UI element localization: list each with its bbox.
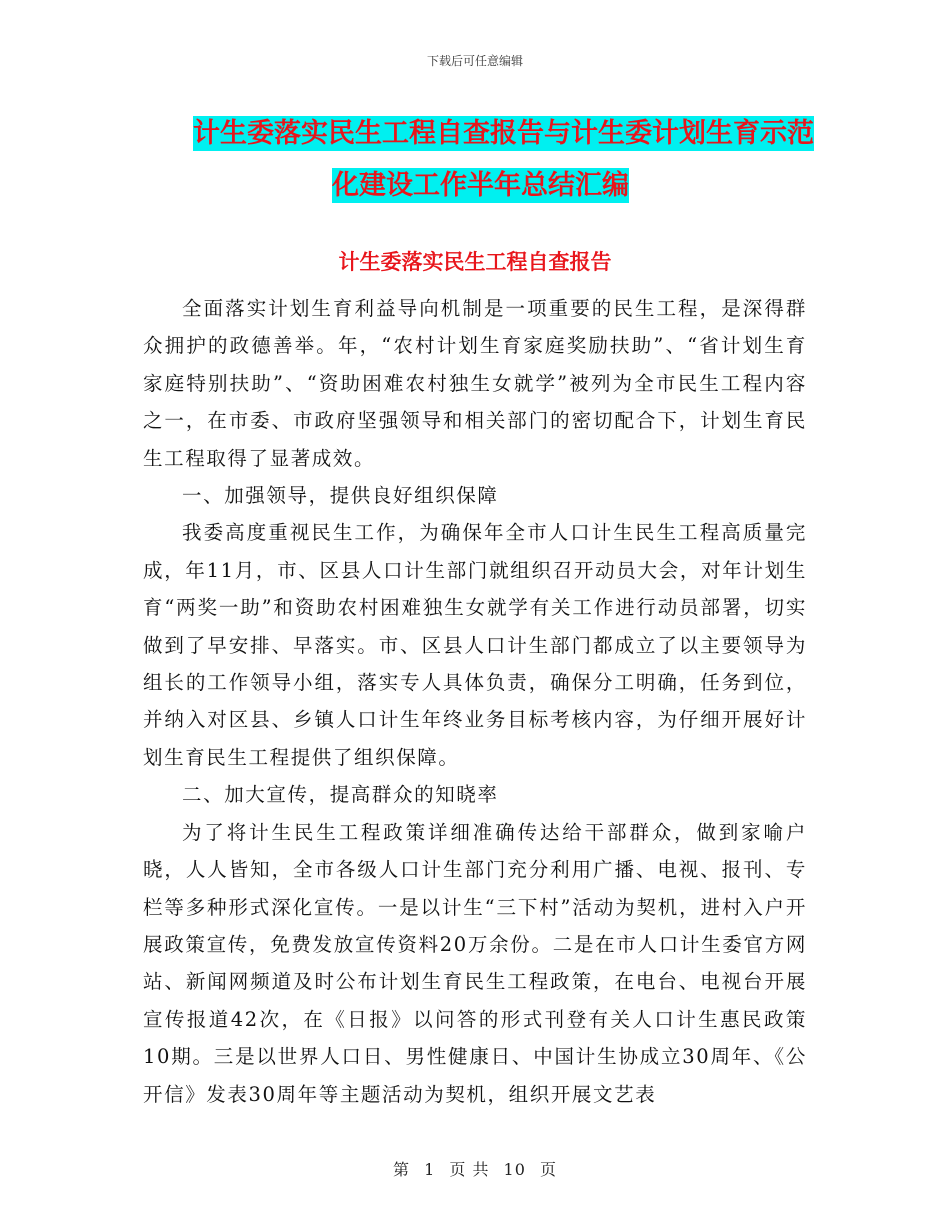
- header-note: 下载后可任意编辑: [426, 54, 523, 68]
- footer-suffix: 页: [540, 1160, 558, 1179]
- paragraph-section-2: 为了将计生民生工程政策详细准确传达给干部群众，做到家喻户晓，人人皆知，全市各级人口计生部门充分利用广播、电视、报刊、专栏等多种形式深化宣传。一是以计生“三下村”活动为契机，进村入户开展政策宣传，免费发放宣传资料20万余份。二是在市人口计生委官方网站、新闻网频道及时公布计划生育民生工程政策，在电台、电视台开展宣传报道42次，在《日报》以问答的形式刊登有关人口计生惠民政策10期。三是以世界人口日、男性健康日、中国计生协成立30周年、《公开信》发表30周年等主题活动为契机，组织开展文艺表: [143, 820, 807, 1106]
- page-footer: [0, 1157, 950, 1180]
- main-title-line-1-text: 计生委落实民生工程自查报告与计生委计划生育示范: [193, 118, 814, 149]
- section-title: 计生委落实民生工程自查报告: [338, 250, 612, 274]
- main-title-line-2-text: 化建设工作半年总结汇编: [332, 170, 629, 201]
- body-text: [143, 290, 807, 1113]
- main-title: [150, 108, 850, 212]
- main-title-line-1: [150, 108, 850, 160]
- footer-middle: 页 共: [449, 1160, 490, 1179]
- paragraph-section-1: 我委高度重视民生工作，为确保年全市人口计生民生工程高质量完成，年11月，市、区县人口计生部门就组织召开动员大会，对年计划生育“两奖一助”和资助农村困难独生女就学有关工作进行动员部署，切实做到了早安排、早落实。市、区县人口计生部门都成立了以主要领导为组长的工作领导小组，落实专人具体负责，确保分工明确，任务到位，并纳入对区县、乡镇人口计生年终业务目标考核内容，为仔细开展好计划生育民生工程提供了组织保障。: [143, 521, 807, 769]
- main-title-line-2: [150, 160, 850, 212]
- footer-prefix: 第: [392, 1160, 410, 1179]
- paragraph-intro: 全面落实计划生育利益导向机制是一项重要的民生工程，是深得群众拥护的政德善举。年，“农村计划生育家庭奖励扶助”、“省计划生育家庭特别扶助”、“资助困难农村独生女就学”被列为全市民生工程内容之一，在市委、市政府坚强领导和相关部门的密切配合下，计划生育民生工程取得了显著成效。: [143, 297, 807, 470]
- heading-section-2: 二、加大宣传，提高群众的知晓率: [182, 783, 499, 807]
- footer-page-total: 10: [503, 1160, 526, 1179]
- heading-section-1: 一、加强领导，提供良好组织保障: [182, 484, 499, 508]
- footer-page-current: 1: [424, 1160, 436, 1179]
